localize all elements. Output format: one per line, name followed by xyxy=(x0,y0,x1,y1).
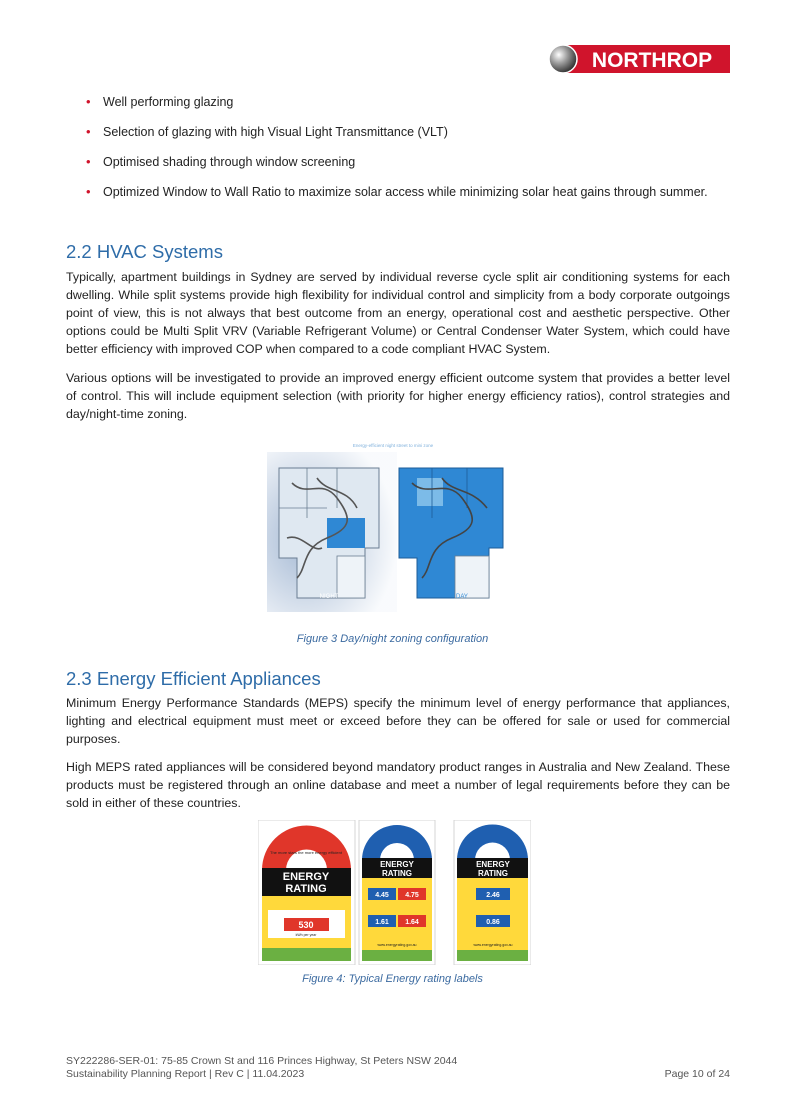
energy-label-red-blue xyxy=(359,820,435,965)
bullet-icon: • xyxy=(86,184,91,199)
night-label: NIGHT xyxy=(319,594,339,600)
energy-label-red xyxy=(258,820,355,965)
label-website: www.energyrating.gov.au xyxy=(473,943,513,947)
figure-3-caption: Figure 3 Day/night zoning configuration xyxy=(296,633,489,645)
page-footer xyxy=(66,1055,457,1081)
l2-value: 4.75 xyxy=(405,892,419,899)
day-night-zoning-figure xyxy=(267,438,520,612)
section-heading-appliances: 2.3 Energy Efficient Appliances xyxy=(66,668,321,689)
northrop-logo xyxy=(548,44,730,74)
bullet-item: • Optimized Window to Wall Ratio to maximize solar access while minimizing solar heat gains through summer. xyxy=(83,182,743,202)
energy-title-1: ENERGY xyxy=(476,860,510,869)
bullet-item: • Optimised shading through window screening xyxy=(83,152,743,172)
bullet-item: • Well performing glazing xyxy=(83,92,743,112)
label-tagline: The more stars the more energy efficient xyxy=(270,850,342,855)
energy-title-1: ENERGY xyxy=(282,871,330,883)
l2-value: 1.61 xyxy=(375,919,389,926)
l2-value: 4.45 xyxy=(375,892,389,899)
bullet-icon: • xyxy=(86,94,91,109)
hvac-paragraph-2: Various options will be investigated to provide an improved energy efficient outcome system that provides a better level of control. This will include equipment selection (with priority for higher energy efficiency ratios), control strategies and day/night-time zoning. xyxy=(66,371,730,421)
energy-title-1: ENERGY xyxy=(380,860,414,869)
bullet-icon: • xyxy=(86,154,91,169)
logo-text: NORTHROP xyxy=(591,49,713,72)
l2-value: 1.64 xyxy=(405,919,419,926)
glazing-bullet-list xyxy=(83,92,743,212)
hvac-paragraph-1: Typically, apartment buildings in Sydney are served by individual reverse cycle split air conditioning systems for each dwelling. While split systems provide high flexibility for individual control and simplicity from a body corporate outgoings point of view, this is not always that best outcome from an energy, operational cost and aesthetic perspective. Other options could be Multi Split VRV (Variable Refrigerant Volume) or Central Condenser Water System, which could have better efficiency with improved COP when compared to a code compliant HVAC System. xyxy=(66,270,730,356)
day-label: DAY xyxy=(456,594,468,600)
figure-4-caption: Figure 4: Typical Energy rating labels xyxy=(302,973,483,985)
section-heading-hvac: 2.2 HVAC Systems xyxy=(66,241,223,262)
energy-title-2: RATING xyxy=(477,869,509,878)
l3-value: 0.86 xyxy=(486,919,500,926)
energy-title-2: RATING xyxy=(381,869,413,878)
footer-report-line: Sustainability Planning Report | Rev C | 11.04.2023 xyxy=(66,1068,305,1080)
energy-rating-labels-figure xyxy=(258,820,531,965)
appliances-paragraph-1: Minimum Energy Performance Standards (MEPS) specify the minimum level of energy performance that appliances, lighting and electrical equipment must meet or exceed before they can be offered for sale or used for commercial purposes. xyxy=(66,696,730,746)
label-website: www.energyrating.gov.au xyxy=(377,943,417,947)
l3-value: 2.46 xyxy=(486,892,500,899)
consumption-unit: kWh per year xyxy=(295,933,317,937)
appliances-paragraph-2: High MEPS rated appliances will be considered beyond mandatory product ranges in Australia and New Zealand. These products must be registered through an online database and meet a number of legal requirements before they can be sold in either of these countries. xyxy=(66,760,730,810)
figure-banner-text: Energy-efficient night street to mini zone xyxy=(352,443,434,448)
bullet-icon: • xyxy=(86,124,91,139)
bullet-item: • Selection of glazing with high Visual Light Transmittance (VLT) xyxy=(83,122,743,142)
footer-project-line: SY222286-SER-01: 75-85 Crown St and 116 Princes Highway, St Peters NSW 2044 xyxy=(66,1055,458,1067)
consumption-value: 530 xyxy=(298,920,314,930)
energy-title-2: RATING xyxy=(285,883,327,895)
energy-label-blue xyxy=(454,820,531,965)
page-number: Page 10 of 24 xyxy=(664,1068,730,1080)
